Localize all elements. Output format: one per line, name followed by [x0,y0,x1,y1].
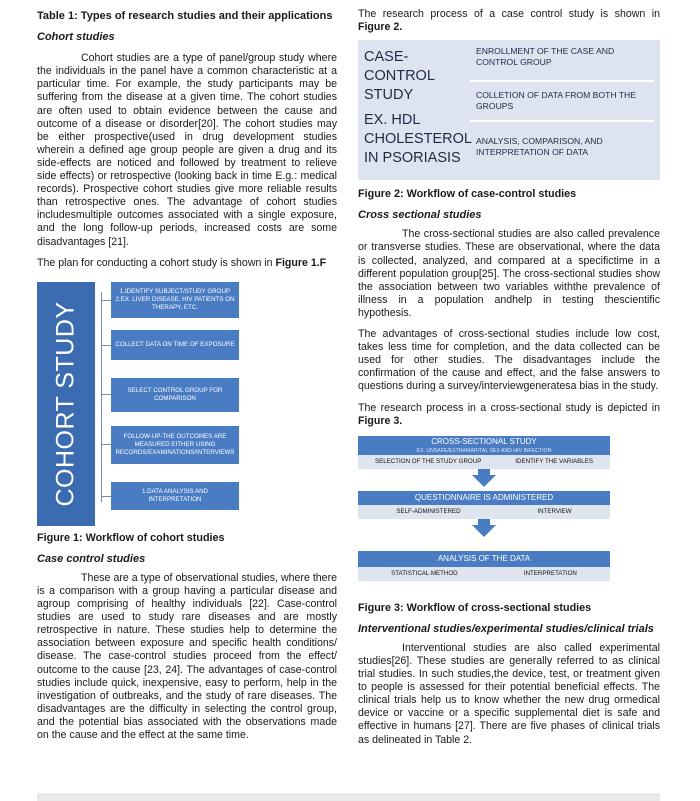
cross-band-3-row [358,567,610,581]
case-control-example-line: CHOLESTEROL [364,131,472,148]
cohort-side-label: COHORT STUDY [51,301,80,507]
cross-band-2-left: SELF-ADMINISTERED [396,508,461,516]
case-control-title-line: STUDY [364,87,414,104]
cohort-heading: Cohort studies [37,31,115,44]
diagram-connector [101,394,111,395]
plan-text: The plan for conducting a cohort study is shown in [37,256,276,269]
cross-band-1-subtitle: EX. UNSAFE/EXTRAMARITAL SEX AND HIV INFECTION [358,448,610,455]
case-control-step-1: ENROLLMENT OF THE CASE AND CONTROL GROUP [476,46,615,67]
diagram-connector [101,300,111,301]
case-control-paragraph: These are a type of observational studies, where there is a comparison with a group having a particular disease and agroup comprising of healthy individuals [22]. Case-control studies are used to study rare diseases and are mostly retrospective in nature. These studies help to determine the association between exposure and specific health conditions/ disease. The case-control studies proceed from the effect/ outcome to the cause [23, 24]. The advantages of case-control studies include quick, inexpensive, easy to perform, help in the investigation of outbreaks, and the study of rare diseases. The disadvantages are the difficulty in selecting the control group, and the potential bias associated with the observations made on the cause and the effect at the same time. [37,571,337,741]
diagram-divider [470,120,654,122]
cross-sectional-paragraph-1: The cross-sectional studies are also called prevalence or transverse studies. These are observational, where the data is collected, analyzed, and compared at a specifictime in a different population group[25]. The cross-sectional studies show the association between two variables withthe prevalence of illness in a population andhelp in testing thescientific hypothesis. [358,228,660,319]
cohort-step-2: COLLECT DATA ON TIME OF EXPOSURE [111,330,239,360]
cross-band-1-right: IDENTIFY THE VARIABLES [515,458,593,466]
cross-band-1 [358,436,610,469]
diagram-connector [101,496,111,497]
plan-figure-ref: Figure 1.F [275,256,327,269]
interventional-heading: Interventional studies/experimental studies/clinical trials [358,622,654,635]
cohort-step-3: SELECT CONTROL GROUP FOR COMPARISON [111,378,239,412]
figure-2-caption: Figure 2: Workflow of case-control studies [358,188,577,201]
case-control-heading: Case control studies [37,552,146,565]
figure-3-cross-sectional-diagram [358,436,660,598]
cross-process-intro [358,402,660,428]
cross-band-2-title: QUESTIONNAIRE IS ADMINISTERED [358,491,610,505]
interventional-paragraph: Interventional studies are also called experimental studies[26]. These studies are generally referred to as clinical trial studies. In such studies,the device, test, or treatment given to people is assessed for their potential beneficial effects. The clinical trials help us to know whether the new drug ormedical device or vaccine or a specific supplemental diet is safe and effective in humans [27]. There are five phases of clinical trials as delineated in Table 2. [358,641,660,746]
cross-band-3-left: STATISTICAL METHOD [391,570,458,578]
cross-band-1-title: CROSS-SECTIONAL STUDY [358,436,610,448]
figure-1-caption: Figure 1: Workflow of cohort studies [37,531,225,544]
case-control-step-2: COLLETION OF DATA FROM BOTH THE GROUPS [476,90,636,111]
cross-band-2-row [358,505,610,519]
case-control-title-line: CASE- [364,49,409,66]
cross-band-2 [358,491,610,519]
case-process-intro [358,8,660,34]
case-control-title-line: CONTROL [364,68,435,85]
cohort-step-5: 1.DATA ANALYSIS AND INTERPRETATION [111,482,239,510]
cross-band-1-left: SELECTION OF THE STUDY GROUP [374,458,482,466]
left-column [37,8,337,742]
cross-band-3-right: INTERPRETATION [523,570,577,578]
diagram-connector [101,345,111,346]
diagram-connector [101,444,111,445]
case-control-title-block [364,48,474,168]
cross-band-3-title: ANALYSIS OF THE DATA [358,551,610,567]
cross-sectional-heading: Cross sectional studies [358,209,482,222]
cross-sectional-paragraph-2: The advantages of cross-sectional studies include low cost, takes less time for completion, and the data collected can be used for other studies. The disadvantages include the confirmation of the cause and effect, and the false answers to questions during a survey/interviewgeneratesa bias in the study. [358,328,660,393]
figure-2-case-control-diagram [358,40,660,180]
plan-paragraph [37,257,337,270]
cross-intro-figure-ref: Figure 3. [358,414,403,427]
cross-band-3 [358,551,610,581]
case-control-step-3: ANALYSIS, COMPARISON, AND INTERPRETATION OF DATA [476,136,603,157]
cross-band-1-row [358,455,610,469]
cross-band-2-right: INTERVIEW [537,508,572,516]
figure-1-cohort-diagram [37,282,337,526]
case-control-example-line: EX. HDL [364,112,421,129]
down-arrow-icon [472,525,496,537]
case-control-example-line: IN PSORIASIS [364,150,461,167]
right-column [358,8,660,747]
cohort-side-panel [37,282,95,526]
cohort-step-1: 1.IDENTIFY SUBJECT/STUDY GROUP 2.EX. LIVER DISEASE, HIV PATIENTS ON THERAPY, ETC. [111,282,239,318]
figure-3-caption: Figure 3: Workflow of cross-sectional studies [358,601,592,614]
down-arrow-icon [472,475,496,487]
cohort-paragraph: Cohort studies are a type of panel/group study where the individuals in the panel have a common characteristic at a particular time. For example, the study participants may be suffering from the disease at a given time. The cohort studies are often used to obtain evidence between the cause and outcome of a disease or disorder[20]. The cohort studies may be either prospective(used in drug development studies wherein a defined age group people are given a drug and its side-effects are noticed and followed by treatment to relieve side effects) or retrospective (looking back in time E.g.: medical records). Prospective cohort studies give more reliable results than retrospective ones. The advantage of cohort studies includesmultiple outcomes associated with a single exposure, and the long follow-up periods, increased costs are some disadvantages [21]. [37,52,337,248]
case-intro-text: The research process of a case control study is shown in [358,8,660,20]
page-footer-bar [37,793,660,801]
diagram-divider [470,80,654,82]
cross-intro-text: The research process in a cross-sectional study is depicted in [358,401,660,414]
table-title: Table 1: Types of research studies and their applications [37,10,333,22]
case-intro-figure-ref: Figure 2. [358,21,403,34]
diagram-connector-spine [101,292,102,502]
cohort-step-4: FOLLOW-UP-THE OUTCOMES ARE MEASURED EITHER USING RECORDS/EXAMINATIONS/INTERVIEWS [111,426,239,464]
